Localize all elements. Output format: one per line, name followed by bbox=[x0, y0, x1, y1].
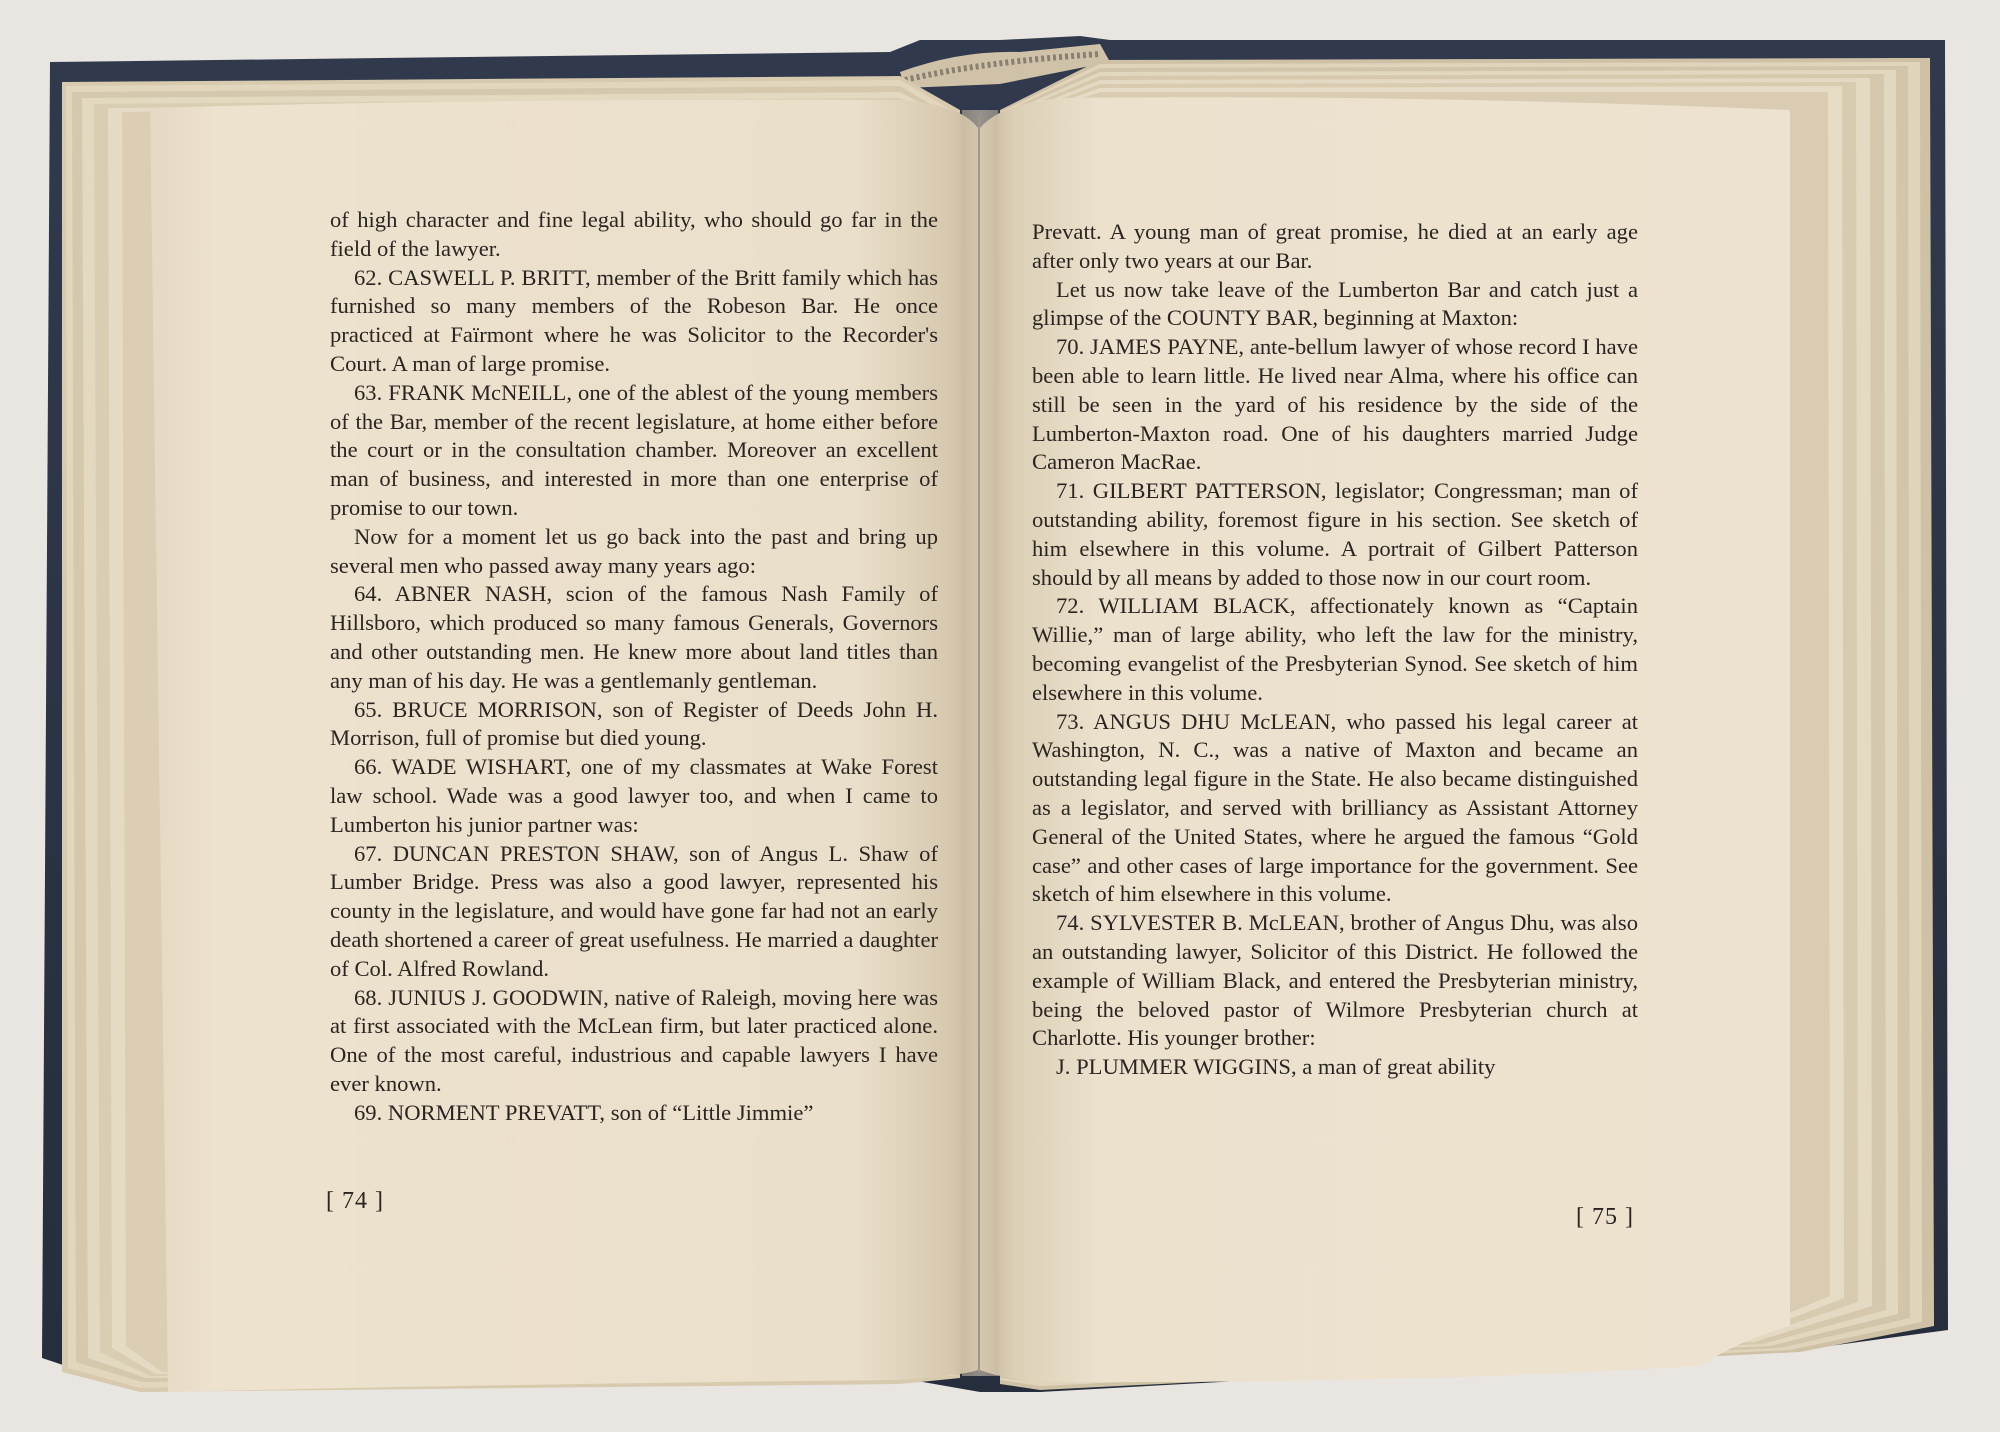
entry-69: 69. NORMENT PREVATT, son of “Little Jimmie” bbox=[354, 1099, 814, 1125]
entry-74: 74. SYLVESTER B. McLEAN, brother of Angus Dhu, was also an outstanding lawyer, Solicitor of this District. He followed the example of William Black, and entered the Presbyterian ministry, being the beloved pastor of Wilmore Presbyterian church at Charlotte. His younger brother: bbox=[1032, 910, 1638, 1051]
entry-67: 67. DUNCAN PRESTON SHAW, son of Angus L. Shaw of Lumber Bridge. Press was also a good lawyer, represented his county in the legislature, and would have gone far had not an early death shortened a career of great usefulness. He married a daughter of Col. Alfred Rowland. bbox=[330, 840, 938, 981]
page-number-right: [ 75 ] bbox=[1576, 1204, 1634, 1230]
entry-68: 68. JUNIUS J. GOODWIN, native of Raleigh, moving here was at first associated with the McLean firm, but later practiced alone. One of the most careful, industrious and capable lawyers I have ever known. bbox=[330, 984, 938, 1096]
left-page-text bbox=[330, 206, 938, 1128]
entry-70: 70. JAMES PAYNE, ante-bellum lawyer of whose record I have been able to learn little. He lived near Alma, where his office can still be seen in the yard of his residence by the side of the Lumberton-Maxton road. One of his daughters married Judge Cameron MacRae. bbox=[1032, 334, 1638, 475]
entry-62: 62. CASWELL P. BRITT, member of the Britt family which has furnished so many members of the Robeson Bar. He once practiced at Faïrmont where he was Solicitor to the Recorder's Court. A man of large promise. bbox=[330, 264, 938, 376]
entry-73: 73. ANGUS DHU McLEAN, who passed his legal career at Washington, N. C., was a native of Maxton and became an outstanding legal figure in the State. He also became distinguished as a legislator, and served with brilliancy as Assistant Attorney General of the United States, where he argued the famous “Gold case” and other cases of large importance for the government. See sketch of him elsewhere in this volume. bbox=[1032, 708, 1638, 907]
gutter-shadow bbox=[962, 110, 998, 1376]
page-number-left: [ 74 ] bbox=[326, 1188, 384, 1214]
paragraph: Prevatt. A young man of great promise, he died at an early age after only two years at our Bar. bbox=[1032, 219, 1638, 273]
entry-71: 71. GILBERT PATTERSON, legislator; Congressman; man of outstanding ability, foremost figure in his section. See sketch of him elsewhere in this volume. A portrait of Gilbert Patterson should by all means by added to those now in our court room. bbox=[1032, 478, 1638, 590]
entry-65: 65. BRUCE MORRISON, son of Register of Deeds John H. Morrison, full of promise but died young. bbox=[330, 696, 938, 751]
paragraph: Now for a moment let us go back into the past and bring up several men who passed away many years ago: bbox=[330, 523, 938, 578]
entry-63: 63. FRANK McNEILL, one of the ablest of the young members of the Bar, member of the recent legislature, at home either before the court or in the consultation chamber. Moreover an excellent man of business, and interested in more than one enterprise of promise to our town. bbox=[330, 379, 938, 520]
entry-66: 66. WADE WISHART, one of my classmates at Wake Forest law school. Wade was a good lawyer too, and when I came to Lumberton his junior partner was: bbox=[330, 754, 938, 837]
right-page-text bbox=[1032, 218, 1638, 1082]
paragraph: Let us now take leave of the Lumberton Bar and catch just a glimpse of the COUNTY BAR, beginning at Maxton: bbox=[1032, 276, 1638, 331]
entry-72: 72. WILLIAM BLACK, affectionately known as “Captain Willie,” man of large ability, who left the law for the ministry, becoming evangelist of the Presbyterian Synod. See sketch of him elsewhere in this volume. bbox=[1032, 593, 1638, 705]
entry-64: 64. ABNER NASH, scion of the famous Nash Family of Hillsboro, which produced so many famous Generals, Governors and other outstanding men. He knew more about land titles than any man of his day. He was a gentlemanly gentleman. bbox=[330, 581, 938, 693]
paragraph: of high character and fine legal ability, who should go far in the field of the lawyer. bbox=[330, 207, 938, 261]
paragraph: J. PLUMMER WIGGINS, a man of great ability bbox=[1056, 1054, 1496, 1080]
